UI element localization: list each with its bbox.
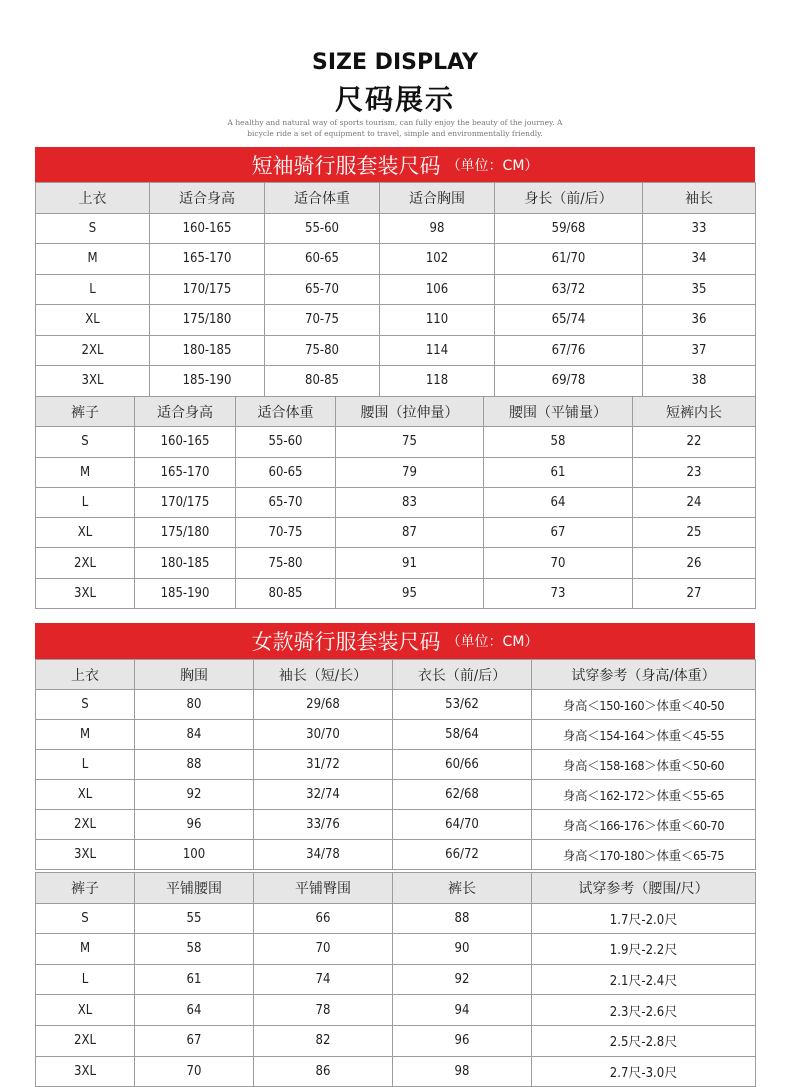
measurement-cell: 37	[643, 335, 756, 366]
measurement-cell: 75	[336, 427, 484, 457]
column-header: 适合胸围	[380, 183, 495, 214]
title-chinese: 尺码展示	[334, 83, 455, 116]
measurement-cell: 64	[484, 487, 633, 517]
size-row	[36, 335, 756, 366]
size-row	[36, 840, 756, 870]
women-section-unit: （单位：CM）	[446, 634, 539, 650]
tagline	[200, 117, 590, 139]
measurement-cell: 86	[254, 1056, 393, 1087]
size-label-cell: XL	[36, 780, 135, 810]
measurement-cell: 58	[135, 934, 254, 965]
size-label-cell: XL	[36, 995, 135, 1026]
measurement-cell: 88	[393, 903, 532, 934]
measurement-cell: 55-60	[265, 213, 380, 244]
measurement-cell: 29/68	[254, 690, 393, 720]
size-row	[36, 1056, 756, 1087]
size-row	[36, 244, 756, 275]
measurement-cell: 74	[254, 964, 393, 995]
women-top-size-table	[35, 659, 756, 870]
size-label-cell: 3XL	[36, 1056, 135, 1087]
measurement-cell: 67	[135, 1025, 254, 1056]
men-pants-size-table	[35, 396, 756, 609]
size-row	[36, 578, 756, 608]
measurement-cell: 66	[254, 903, 393, 934]
tagline-line-2: bicycle ride a set of equipment to travel, simple and environmentally friendly.	[247, 129, 543, 138]
measurement-cell: 34/78	[254, 840, 393, 870]
header-row	[36, 397, 756, 427]
column-header: 上衣	[36, 183, 150, 214]
measurement-cell: 92	[393, 964, 532, 995]
measurement-cell: 110	[380, 305, 495, 336]
measurement-cell: 75-80	[265, 335, 380, 366]
measurement-cell: 63/72	[495, 274, 643, 305]
size-row	[36, 487, 756, 517]
size-row	[36, 366, 756, 397]
size-label-cell: 3XL	[36, 578, 135, 608]
measurement-cell: 82	[254, 1025, 393, 1056]
measurement-cell: 90	[393, 934, 532, 965]
size-label-cell: 3XL	[36, 366, 150, 397]
measurement-cell: 61	[484, 457, 633, 487]
size-label-cell: L	[36, 750, 135, 780]
measurement-cell: 31/72	[254, 750, 393, 780]
measurement-cell: 80	[135, 690, 254, 720]
measurement-cell: 60/66	[393, 750, 532, 780]
measurement-cell: 88	[135, 750, 254, 780]
measurement-cell: 70	[254, 934, 393, 965]
column-header: 袖长（短/长）	[254, 660, 393, 690]
measurement-cell: 61	[135, 964, 254, 995]
measurement-cell: 身高＜150-160＞体重＜40-50	[532, 690, 756, 720]
measurement-cell: 64/70	[393, 810, 532, 840]
header-row	[36, 183, 756, 214]
measurement-cell: 91	[336, 548, 484, 578]
size-row	[36, 427, 756, 457]
column-header: 上衣	[36, 660, 135, 690]
measurement-cell: 66/72	[393, 840, 532, 870]
size-row	[36, 548, 756, 578]
size-label-cell: M	[36, 720, 135, 750]
men-section-title: 短袖骑行服套装尺码	[251, 153, 441, 178]
measurement-cell: 92	[135, 780, 254, 810]
measurement-cell: 1.7尺-2.0尺	[532, 903, 756, 934]
column-header: 平铺腰围	[135, 873, 254, 904]
column-header: 适合身高	[150, 183, 265, 214]
size-row	[36, 518, 756, 548]
title-english: SIZE DISPLAY	[312, 50, 478, 75]
column-header: 身长（前/后）	[495, 183, 643, 214]
measurement-cell: 2.5尺-2.8尺	[532, 1025, 756, 1056]
measurement-cell: 67/76	[495, 335, 643, 366]
measurement-cell: 160-165	[135, 427, 236, 457]
column-header: 腰围（平铺量）	[484, 397, 633, 427]
measurement-cell: 95	[336, 578, 484, 608]
measurement-cell: 34	[643, 244, 756, 275]
size-row	[36, 810, 756, 840]
measurement-cell: 106	[380, 274, 495, 305]
measurement-cell: 79	[336, 457, 484, 487]
measurement-cell: 2.1尺-2.4尺	[532, 964, 756, 995]
measurement-cell: 2.3尺-2.6尺	[532, 995, 756, 1026]
measurement-cell: 1.9尺-2.2尺	[532, 934, 756, 965]
measurement-cell: 75-80	[236, 548, 336, 578]
measurement-cell: 27	[633, 578, 756, 608]
column-header: 短裤内长	[633, 397, 756, 427]
size-label-cell: XL	[36, 305, 150, 336]
size-label-cell: L	[36, 964, 135, 995]
measurement-cell: 118	[380, 366, 495, 397]
measurement-cell: 23	[633, 457, 756, 487]
size-label-cell: 2XL	[36, 548, 135, 578]
size-row	[36, 305, 756, 336]
measurement-cell: 96	[393, 1025, 532, 1056]
measurement-cell: 175/180	[150, 305, 265, 336]
measurement-cell: 170/175	[135, 487, 236, 517]
measurement-cell: 59/68	[495, 213, 643, 244]
measurement-cell: 84	[135, 720, 254, 750]
measurement-cell: 55	[135, 903, 254, 934]
measurement-cell: 55-60	[236, 427, 336, 457]
column-header: 衣长（前/后）	[393, 660, 532, 690]
measurement-cell: 100	[135, 840, 254, 870]
size-label-cell: M	[36, 934, 135, 965]
size-label-cell: 2XL	[36, 810, 135, 840]
men-section-banner	[35, 147, 755, 182]
measurement-cell: 70	[484, 548, 633, 578]
size-row	[36, 274, 756, 305]
measurement-cell: 65/74	[495, 305, 643, 336]
measurement-cell: 102	[380, 244, 495, 275]
size-label-cell: M	[36, 244, 150, 275]
column-header: 腰围（拉伸量）	[336, 397, 484, 427]
size-label-cell: S	[36, 903, 135, 934]
measurement-cell: 38	[643, 366, 756, 397]
measurement-cell: 60-65	[236, 457, 336, 487]
measurement-cell: 身高＜158-168＞体重＜50-60	[532, 750, 756, 780]
measurement-cell: 身高＜162-172＞体重＜55-65	[532, 780, 756, 810]
size-label-cell: S	[36, 690, 135, 720]
size-row	[36, 750, 756, 780]
measurement-cell: 83	[336, 487, 484, 517]
measurement-cell: 67	[484, 518, 633, 548]
measurement-cell: 身高＜170-180＞体重＜65-75	[532, 840, 756, 870]
column-header: 裤长	[393, 873, 532, 904]
measurement-cell: 70-75	[265, 305, 380, 336]
measurement-cell: 80-85	[265, 366, 380, 397]
measurement-cell: 69/78	[495, 366, 643, 397]
measurement-cell: 33	[643, 213, 756, 244]
size-label-cell: S	[36, 213, 150, 244]
measurement-cell: 58	[484, 427, 633, 457]
measurement-cell: 25	[633, 518, 756, 548]
measurement-cell: 73	[484, 578, 633, 608]
women-section-banner	[35, 623, 755, 659]
measurement-cell: 98	[380, 213, 495, 244]
measurement-cell: 33/76	[254, 810, 393, 840]
size-row	[36, 780, 756, 810]
measurement-cell: 32/74	[254, 780, 393, 810]
size-label-cell: L	[36, 274, 150, 305]
women-section-title: 女款骑行服套装尺码	[251, 630, 441, 654]
measurement-cell: 78	[254, 995, 393, 1026]
measurement-cell: 36	[643, 305, 756, 336]
women-pants-size-table	[35, 872, 756, 1087]
column-header: 适合体重	[265, 183, 380, 214]
measurement-cell: 170/175	[150, 274, 265, 305]
column-header: 平铺臀围	[254, 873, 393, 904]
measurement-cell: 165-170	[150, 244, 265, 275]
column-header: 裤子	[36, 873, 135, 904]
measurement-cell: 60-65	[265, 244, 380, 275]
size-row	[36, 457, 756, 487]
measurement-cell: 175/180	[135, 518, 236, 548]
measurement-cell: 94	[393, 995, 532, 1026]
measurement-cell: 180-185	[150, 335, 265, 366]
column-header: 胸围	[135, 660, 254, 690]
measurement-cell: 165-170	[135, 457, 236, 487]
measurement-cell: 70-75	[236, 518, 336, 548]
measurement-cell: 87	[336, 518, 484, 548]
measurement-cell: 身高＜166-176＞体重＜60-70	[532, 810, 756, 840]
measurement-cell: 98	[393, 1056, 532, 1087]
measurement-cell: 2.7尺-3.0尺	[532, 1056, 756, 1087]
measurement-cell: 58/64	[393, 720, 532, 750]
measurement-cell: 24	[633, 487, 756, 517]
size-label-cell: L	[36, 487, 135, 517]
size-row	[36, 690, 756, 720]
measurement-cell: 180-185	[135, 548, 236, 578]
measurement-cell: 身高＜154-164＞体重＜45-55	[532, 720, 756, 750]
column-header: 适合体重	[236, 397, 336, 427]
measurement-cell: 64	[135, 995, 254, 1026]
size-row	[36, 964, 756, 995]
measurement-cell: 35	[643, 274, 756, 305]
men-section-unit: （单位：CM）	[446, 157, 539, 174]
size-row	[36, 934, 756, 965]
size-label-cell: 2XL	[36, 1025, 135, 1056]
size-row	[36, 213, 756, 244]
measurement-cell: 26	[633, 548, 756, 578]
measurement-cell: 65-70	[265, 274, 380, 305]
size-label-cell: S	[36, 427, 135, 457]
size-row	[36, 1025, 756, 1056]
size-label-cell: 3XL	[36, 840, 135, 870]
men-top-size-table	[35, 182, 756, 397]
measurement-cell: 80-85	[236, 578, 336, 608]
header-row	[36, 873, 756, 904]
measurement-cell: 53/62	[393, 690, 532, 720]
measurement-cell: 114	[380, 335, 495, 366]
measurement-cell: 30/70	[254, 720, 393, 750]
measurement-cell: 185-190	[150, 366, 265, 397]
size-label-cell: XL	[36, 518, 135, 548]
size-label-cell: M	[36, 457, 135, 487]
column-header: 裤子	[36, 397, 135, 427]
measurement-cell: 160-165	[150, 213, 265, 244]
measurement-cell: 62/68	[393, 780, 532, 810]
size-label-cell: 2XL	[36, 335, 150, 366]
column-header: 试穿参考（身高/体重）	[532, 660, 756, 690]
measurement-cell: 65-70	[236, 487, 336, 517]
column-header: 袖长	[643, 183, 756, 214]
measurement-cell: 96	[135, 810, 254, 840]
tagline-line-1: A healthy and natural way of sports tourism, can fully enjoy the beauty of the journey. A	[227, 118, 563, 127]
measurement-cell: 185-190	[135, 578, 236, 608]
measurement-cell: 61/70	[495, 244, 643, 275]
column-header: 适合身高	[135, 397, 236, 427]
size-row	[36, 720, 756, 750]
size-row	[36, 903, 756, 934]
size-row	[36, 995, 756, 1026]
measurement-cell: 70	[135, 1056, 254, 1087]
column-header: 试穿参考（腰围/尺）	[532, 873, 756, 904]
header-row	[36, 660, 756, 690]
measurement-cell: 22	[633, 427, 756, 457]
